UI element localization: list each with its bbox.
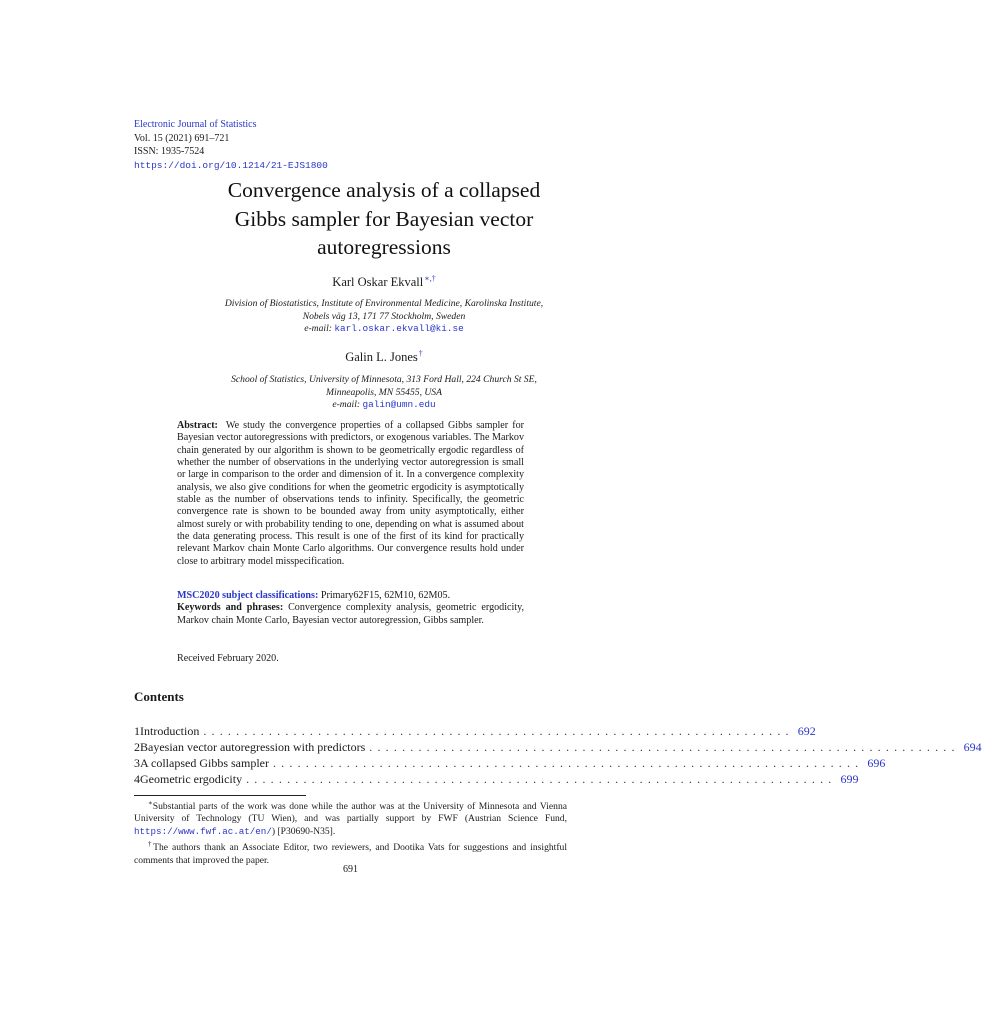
contents-heading: Contents	[134, 689, 184, 704]
footnote-text-end: ) [P30690-N35].	[271, 825, 336, 837]
keywords-line	[177, 602, 524, 627]
author-footnote-marks[interactable]: ∗,†	[424, 274, 436, 283]
toc-page-link[interactable]: 694	[963, 740, 982, 754]
email-link[interactable]: karl.oskar.ekvall@ki.se	[334, 323, 464, 334]
fwf-link[interactable]: https://www.fwf.ac.at/en/	[134, 825, 272, 837]
email-line	[134, 399, 634, 412]
author-affiliation	[134, 374, 634, 412]
page-number: 691	[343, 864, 358, 875]
toc-title: Introduction	[140, 724, 200, 738]
msc-line	[177, 590, 524, 602]
email-label: e-mail:	[332, 399, 361, 410]
abstract	[177, 420, 524, 568]
toc-title: Geometric ergodicity	[140, 772, 243, 786]
author-name	[134, 349, 634, 365]
toc-leader-dots: ........................................................................	[246, 772, 837, 786]
footnotes	[134, 797, 567, 867]
toc-leader-dots: ........................................................................	[369, 740, 960, 754]
title-line: autoregressions	[317, 235, 451, 259]
toc-entry[interactable]	[134, 724, 816, 740]
author-affiliation	[134, 298, 634, 336]
footnote-mark: †	[148, 840, 154, 849]
doi-link[interactable]: https://doi.org/10.1214/21-EJS1800	[134, 159, 328, 171]
journal-name-link[interactable]: Electronic Journal of Statistics	[134, 119, 257, 130]
toc-entry[interactable]	[134, 740, 982, 756]
classification-block	[177, 590, 524, 627]
footnote-rule	[134, 795, 306, 796]
toc-number: 4	[134, 772, 140, 786]
toc-title: Bayesian vector autoregression with predictors	[140, 740, 366, 754]
footnote-mark: ∗	[148, 799, 153, 807]
toc-entry[interactable]	[134, 772, 859, 788]
affiliation-line: School of Statistics, University of Minnesota, 313 Ford Hall, 224 Church St SE,	[231, 374, 537, 385]
toc-page-link[interactable]: 692	[797, 724, 816, 738]
affiliation-line: Division of Biostatistics, Institute of Environmental Medicine, Karolinska Institute,	[224, 298, 544, 309]
toc-number: 2	[134, 740, 140, 754]
title-line: Convergence analysis of a collapsed	[227, 178, 541, 202]
toc-page-link[interactable]: 699	[840, 772, 859, 786]
msc-codes: Primary62F15, 62M10, 62M05.	[320, 590, 451, 601]
msc-label-link[interactable]: MSC2020 subject classifications:	[177, 590, 319, 601]
author-name-text: Galin L. Jones	[345, 350, 418, 364]
journal-info	[134, 118, 328, 172]
email-label: e-mail:	[304, 323, 332, 334]
abstract-text: We study the convergence properties of a collapsed Gibbs sampler for Bayesian vector autoregressions with predictors, or exogenous variables. The Markov chain generated by our algorithm is shown to be geometrically ergodic regardless of whether the number of observations in the underlying vector autoregression is small or large in comparison to the order and dimension of it. In a convergence complexity analysis, we also give conditions for when the geometric ergodicity is asymptotically stable as the number of observations tends to infinity. Specifically, the geometric convergence rate is shown to be bounded away from unity asymptotically, either almost surely or with probability tending to one, depending on what is assumed about the data generating process. This result is one of the first of its kind for practically relevant Markov chain Monte Carlo algorithms. Our convergence results hold under close to arbitrary model misspecification.	[177, 420, 524, 567]
toc-number: 3	[134, 756, 140, 770]
footnote	[134, 838, 567, 867]
email-line	[134, 323, 634, 336]
journal-issn: ISSN: 1935-7524	[134, 146, 205, 157]
toc-leader-dots: ........................................................................	[272, 756, 864, 770]
toc-leader-dots: ........................................................................	[203, 724, 794, 738]
author-name-text: Karl Oskar Ekvall	[332, 275, 424, 289]
affiliation-line: Nobels väg 13, 171 77 Stockholm, Sweden	[302, 310, 466, 322]
toc-title: A collapsed Gibbs sampler	[140, 756, 269, 770]
footnote-text: Substantial parts of the work was done while the author was at the University of Minnesota and Vienna University of Technology (TU Wien), and was partially support by FWF (Austrian Science Fund,	[134, 801, 567, 825]
keywords-text: Convergence complexity analysis, geometric ergodicity, Markov chain Monte Carlo, Bayesian vector autoregression, Gibbs sampler.	[177, 602, 525, 626]
received-date: Received February 2020.	[177, 653, 279, 664]
email-link[interactable]: galin@umn.edu	[362, 399, 436, 410]
abstract-label: Abstract:	[177, 420, 218, 431]
keywords-label: Keywords and phrases:	[177, 602, 284, 614]
author-footnote-marks[interactable]: †	[418, 349, 423, 358]
toc-number: 1	[134, 724, 140, 738]
toc-page-link[interactable]: 696	[867, 756, 886, 770]
affiliation-line: Minneapolis, MN 55455, USA	[326, 386, 442, 398]
footnote-text: The authors thank an Associate Editor, two reviewers, and Dootika Vats for suggestions and insightful comments that improved the paper.	[134, 842, 567, 866]
paper-title	[134, 176, 634, 262]
table-of-contents	[134, 724, 982, 788]
journal-volume: Vol. 15 (2021) 691–721	[134, 132, 230, 144]
toc-entry[interactable]	[134, 756, 886, 772]
title-line: Gibbs sampler for Bayesian vector	[234, 206, 534, 231]
footnote	[134, 797, 567, 838]
author-name	[134, 274, 634, 290]
